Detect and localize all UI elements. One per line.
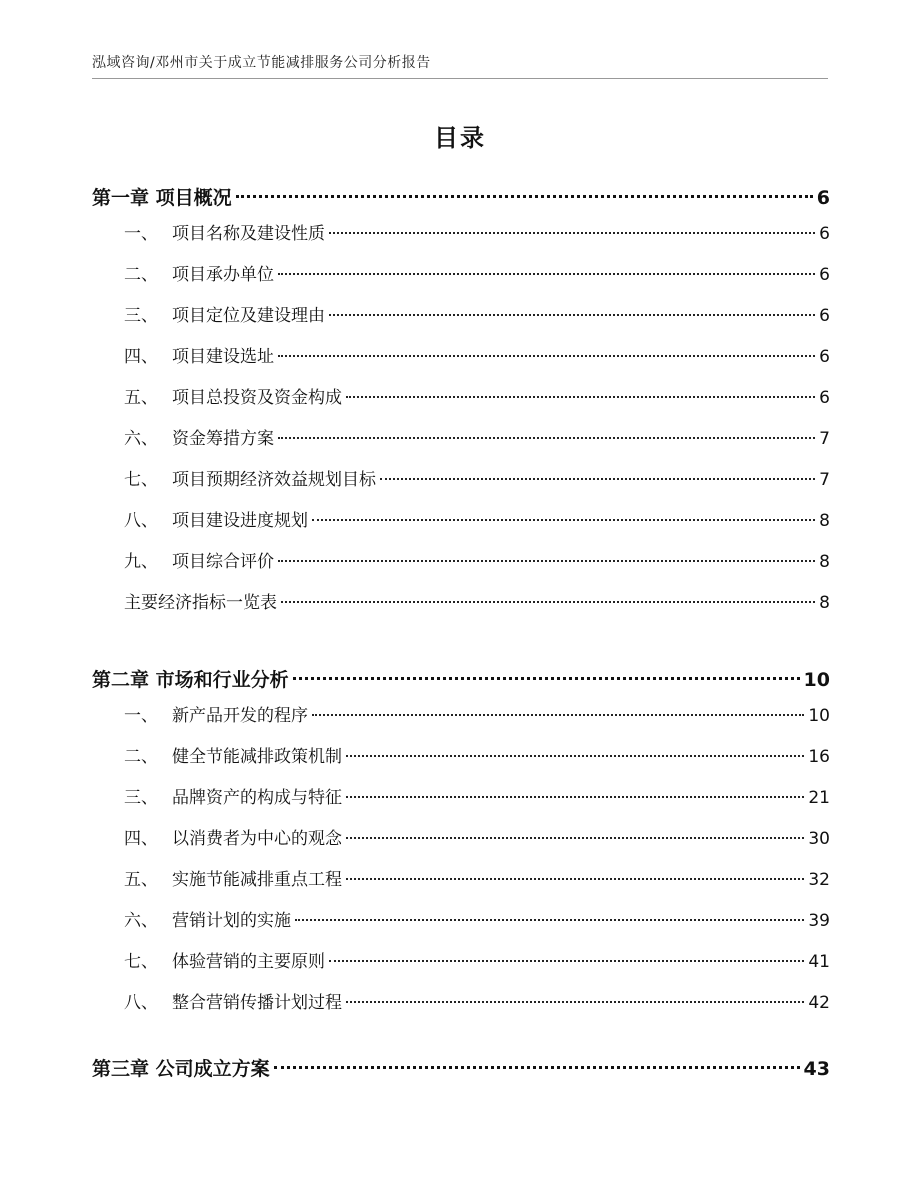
toc-page-number: 41 (808, 952, 830, 972)
toc-entry-text: 营销计划的实施 (172, 911, 291, 931)
toc-section-entry[interactable] (124, 424, 830, 449)
dot-leader (312, 714, 804, 716)
toc-section-entry[interactable] (124, 947, 830, 972)
toc-page-number: 8 (819, 593, 830, 613)
toc-entry-text: 体验营销的主要原则 (172, 952, 325, 972)
toc-entry-text: 整合营销传播计划过程 (172, 993, 342, 1013)
toc-entry-text: 项目名称及建设性质 (172, 224, 325, 244)
toc-entry-number: 六、 (124, 911, 158, 931)
toc-section-entry[interactable] (124, 742, 830, 767)
toc-entry-label (124, 260, 274, 285)
dot-leader (329, 960, 804, 962)
dot-leader (312, 519, 815, 521)
toc-page-number: 16 (808, 747, 830, 767)
toc-entry-text: 项目承办单位 (172, 265, 274, 285)
toc-entry-text: 第二章 市场和行业分析 (92, 669, 289, 691)
toc-page-number: 8 (819, 552, 830, 572)
dot-leader (278, 560, 815, 562)
toc-chapter-entry[interactable] (92, 1054, 830, 1081)
dot-leader (346, 837, 804, 839)
toc-entry-number: 八、 (124, 993, 158, 1013)
toc-chapter-entry[interactable] (92, 183, 830, 210)
toc-section-entry[interactable] (124, 988, 830, 1013)
toc-entry-text: 项目定位及建设理由 (172, 306, 325, 326)
toc-entry-label (92, 665, 289, 692)
toc-page-number: 30 (808, 829, 830, 849)
toc-entry-number: 一、 (124, 224, 158, 244)
toc-section-entry[interactable] (124, 506, 830, 531)
toc-entry-number: 八、 (124, 511, 158, 531)
dot-leader (278, 437, 815, 439)
toc-entry-text: 健全节能减排政策机制 (172, 747, 342, 767)
toc-entry-number: 七、 (124, 952, 158, 972)
toc-entry-text: 项目总投资及资金构成 (172, 388, 342, 408)
toc-section-entry[interactable] (124, 701, 830, 726)
toc-entry-text: 实施节能减排重点工程 (172, 870, 342, 890)
dot-leader (329, 314, 815, 316)
dot-leader (278, 273, 815, 275)
dot-leader (281, 601, 815, 603)
toc-entry-label (124, 588, 277, 613)
toc-entry-number: 二、 (124, 747, 158, 767)
dot-leader (346, 1001, 804, 1003)
dot-leader (380, 478, 815, 480)
toc-entry-label (124, 701, 308, 726)
toc-page-number: 42 (808, 993, 830, 1013)
toc-entry-number: 二、 (124, 265, 158, 285)
toc-section-entry[interactable] (124, 219, 830, 244)
running-header: 泓域咨询/邓州市关于成立节能减排服务公司分析报告 (92, 55, 431, 71)
toc-entry-label (124, 424, 274, 449)
dot-leader (346, 396, 815, 398)
dot-leader (346, 796, 804, 798)
toc-entry-number: 四、 (124, 829, 158, 849)
toc-entry-text: 主要经济指标一览表 (124, 593, 277, 613)
toc-entry-text: 资金筹措方案 (172, 429, 274, 449)
toc-entry-text: 项目建设进度规划 (172, 511, 308, 531)
toc-entry-text: 项目建设选址 (172, 347, 274, 367)
toc-entry-text: 第一章 项目概况 (92, 187, 232, 209)
toc-page-number: 6 (819, 347, 830, 367)
toc-entry-label (124, 547, 274, 572)
toc-page-number: 6 (819, 224, 830, 244)
toc-page-number: 6 (816, 187, 830, 209)
toc-entry-label (124, 947, 325, 972)
toc-page-number: 7 (819, 429, 830, 449)
toc-section-entry[interactable] (124, 588, 830, 613)
toc-page-number: 7 (819, 470, 830, 490)
toc-page-number: 10 (803, 669, 830, 691)
toc-page-number: 32 (808, 870, 830, 890)
toc-entry-label (124, 301, 325, 326)
toc-entry-label (124, 219, 325, 244)
toc-entry-label (124, 383, 342, 408)
toc-entry-number: 三、 (124, 306, 158, 326)
dot-leader (346, 755, 804, 757)
toc-entry-number: 三、 (124, 788, 158, 808)
toc-entry-label (124, 865, 342, 890)
toc-entry-text: 品牌资产的构成与特征 (172, 788, 342, 808)
toc-section-entry[interactable] (124, 301, 830, 326)
toc-title: 目录 (434, 124, 486, 152)
toc-page-number: 6 (819, 306, 830, 326)
toc-page-number: 39 (808, 911, 830, 931)
toc-entry-label (124, 742, 342, 767)
toc-page-number: 10 (808, 706, 830, 726)
toc-entry-text: 以消费者为中心的观念 (172, 829, 342, 849)
header-divider (92, 78, 828, 79)
toc-entry-text: 新产品开发的程序 (172, 706, 308, 726)
toc-entry-label (124, 342, 274, 367)
dot-leader (278, 355, 815, 357)
toc-entry-number: 五、 (124, 870, 158, 890)
toc-chapter-entry[interactable] (92, 665, 830, 692)
dot-leader (236, 195, 813, 198)
toc-page-number: 43 (803, 1058, 830, 1080)
toc-entry-text: 项目预期经济效益规划目标 (172, 470, 376, 490)
toc-section-entry[interactable] (124, 865, 830, 890)
dot-leader (329, 232, 815, 234)
toc-section-entry[interactable] (124, 783, 830, 808)
toc-entry-number: 四、 (124, 347, 158, 367)
toc-entry-text: 第三章 公司成立方案 (92, 1058, 270, 1080)
toc-entry-label (92, 1054, 270, 1081)
toc-section-entry[interactable] (124, 547, 830, 572)
toc-section-entry[interactable] (124, 383, 830, 408)
toc-page-number: 8 (819, 511, 830, 531)
toc-entry-label (124, 906, 291, 931)
toc-entry-label (124, 783, 342, 808)
toc-entry-label (124, 465, 376, 490)
dot-leader (274, 1066, 800, 1069)
toc-entry-text: 项目综合评价 (172, 552, 274, 572)
toc-page-number: 6 (819, 388, 830, 408)
toc-section-entry[interactable] (124, 906, 830, 931)
dot-leader (293, 677, 800, 680)
toc-page-number: 6 (819, 265, 830, 285)
toc-entry-number: 一、 (124, 706, 158, 726)
toc-page-number: 21 (808, 788, 830, 808)
toc-entry-label (124, 824, 342, 849)
toc-entry-number: 七、 (124, 470, 158, 490)
toc-section-entry[interactable] (124, 342, 830, 367)
toc-entry-label (124, 988, 342, 1013)
toc-entry-number: 九、 (124, 552, 158, 572)
toc-section-entry[interactable] (124, 260, 830, 285)
toc-entry-number: 五、 (124, 388, 158, 408)
toc-section-entry[interactable] (124, 824, 830, 849)
toc-entry-label (124, 506, 308, 531)
dot-leader (295, 919, 804, 921)
toc-section-entry[interactable] (124, 465, 830, 490)
dot-leader (346, 878, 804, 880)
toc-entry-number: 六、 (124, 429, 158, 449)
toc-entry-label (92, 183, 232, 210)
